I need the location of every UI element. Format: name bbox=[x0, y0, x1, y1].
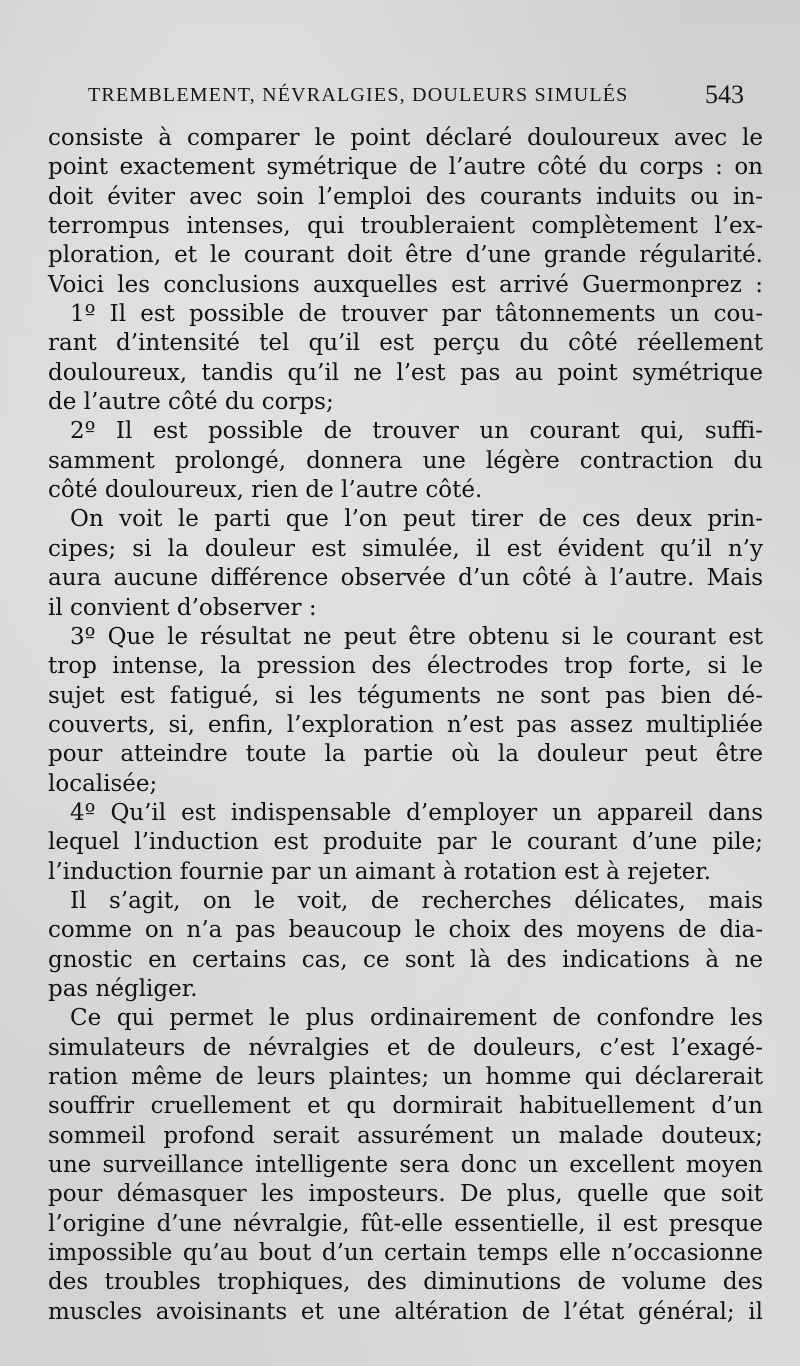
text-line: lequel l’induction est produite par le courant d’une pile; bbox=[48, 829, 763, 856]
body-text bbox=[48, 124, 763, 1327]
text-line: muscles avoisinants et une altération de l’état général; il bbox=[48, 1298, 763, 1325]
text-line: sujet est fatigué, si les téguments ne sont pas bien dé- bbox=[48, 682, 763, 709]
text-line: rant d’intensité tel qu’il est perçu du côté réellement bbox=[48, 330, 763, 357]
text-line: une surveillance intelligente sera donc un excellent moyen bbox=[48, 1152, 763, 1179]
text-line: 1º Il est possible de trouver par tâtonnements un cou- bbox=[70, 301, 763, 328]
text-line: cipes; si la douleur est simulée, il est évident qu’il n’y bbox=[48, 535, 763, 562]
text-line: pour atteindre toute la partie où la douleur peut être bbox=[48, 741, 763, 768]
running-head: TREMBLEMENT, NÉVRALGIES, DOULEURS SIMULÉS bbox=[88, 84, 629, 106]
text-line: 4º Qu’il est indispensable d’employer un appareil dans bbox=[70, 799, 763, 826]
text-line: aura aucune différence observée d’un côté à l’autre. Mais bbox=[48, 565, 763, 592]
text-line: pas négliger. bbox=[48, 975, 198, 1002]
text-line: On voit le parti que l’on peut tirer de ces deux prin- bbox=[70, 506, 763, 533]
text-line: pour démasquer les imposteurs. De plus, quelle que soit bbox=[48, 1181, 763, 1208]
text-line: sommeil profond serait assurément un malade douteux; bbox=[48, 1122, 763, 1149]
text-line: souffrir cruellement et qu dormirait habituellement d’un bbox=[48, 1093, 763, 1120]
text-line: Ce qui permet le plus ordinairement de confondre les bbox=[70, 1005, 763, 1032]
text-line: point exactement symétrique de l’autre côté du corps : on bbox=[48, 154, 763, 181]
text-line: impossible qu’au bout d’un certain temps elle n’occasionne bbox=[48, 1240, 763, 1267]
text-line: gnostic en certains cas, ce sont là des indications à ne bbox=[48, 946, 763, 973]
text-line: douloureux, tandis qu’il ne l’est pas au point symétrique bbox=[48, 359, 763, 386]
text-line: comme on n’a pas beaucoup le choix des moyens de dia- bbox=[48, 917, 763, 944]
text-line: 2º Il est possible de trouver un courant qui, suffi- bbox=[70, 418, 763, 445]
text-line: 3º Que le résultat ne peut être obtenu si le courant est bbox=[70, 623, 763, 650]
text-line: côté douloureux, rien de l’autre côté. bbox=[48, 477, 483, 504]
text-line: l’origine d’une névralgie, fût-elle essentielle, il est presque bbox=[48, 1210, 763, 1237]
text-line: l’induction fournie par un aimant à rotation est à rejeter. bbox=[48, 858, 712, 885]
page-header bbox=[0, 78, 800, 118]
text-line: consiste à comparer le point déclaré douloureux avec le bbox=[48, 125, 763, 151]
text-line: simulateurs de névralgies et de douleurs, c’est l’exagé- bbox=[48, 1034, 763, 1061]
text-line: samment prolongé, donnera une légère contraction du bbox=[48, 447, 763, 474]
text-line: ploration, et le courant doit être d’une grande régularité. bbox=[48, 242, 763, 269]
text-line: couverts, si, enfin, l’exploration n’est pas assez multipliée bbox=[48, 711, 763, 738]
text-line: trop intense, la pression des électrodes trop forte, si le bbox=[48, 653, 763, 680]
text-line: doit éviter avec soin l’emploi des courants induits ou in- bbox=[48, 183, 763, 210]
text-line: ration même de leurs plaintes; un homme qui déclarerait bbox=[48, 1064, 763, 1090]
text-line: Il s’agit, on le voit, de recherches délicates, mais bbox=[70, 887, 763, 914]
text-line: terrompus intenses, qui troubleraient complètement l’ex- bbox=[48, 213, 763, 240]
text-line: de l’autre côté du corps; bbox=[48, 389, 334, 416]
text-line: Voici les conclusions auxquelles est arrivé Guermonprez : bbox=[48, 271, 763, 298]
text-line: des troubles trophiques, des diminutions de volume des bbox=[48, 1269, 763, 1296]
text-line: il convient d’observer : bbox=[48, 594, 317, 621]
text-line: localisée; bbox=[48, 770, 158, 797]
page-number: 543 bbox=[705, 80, 744, 109]
